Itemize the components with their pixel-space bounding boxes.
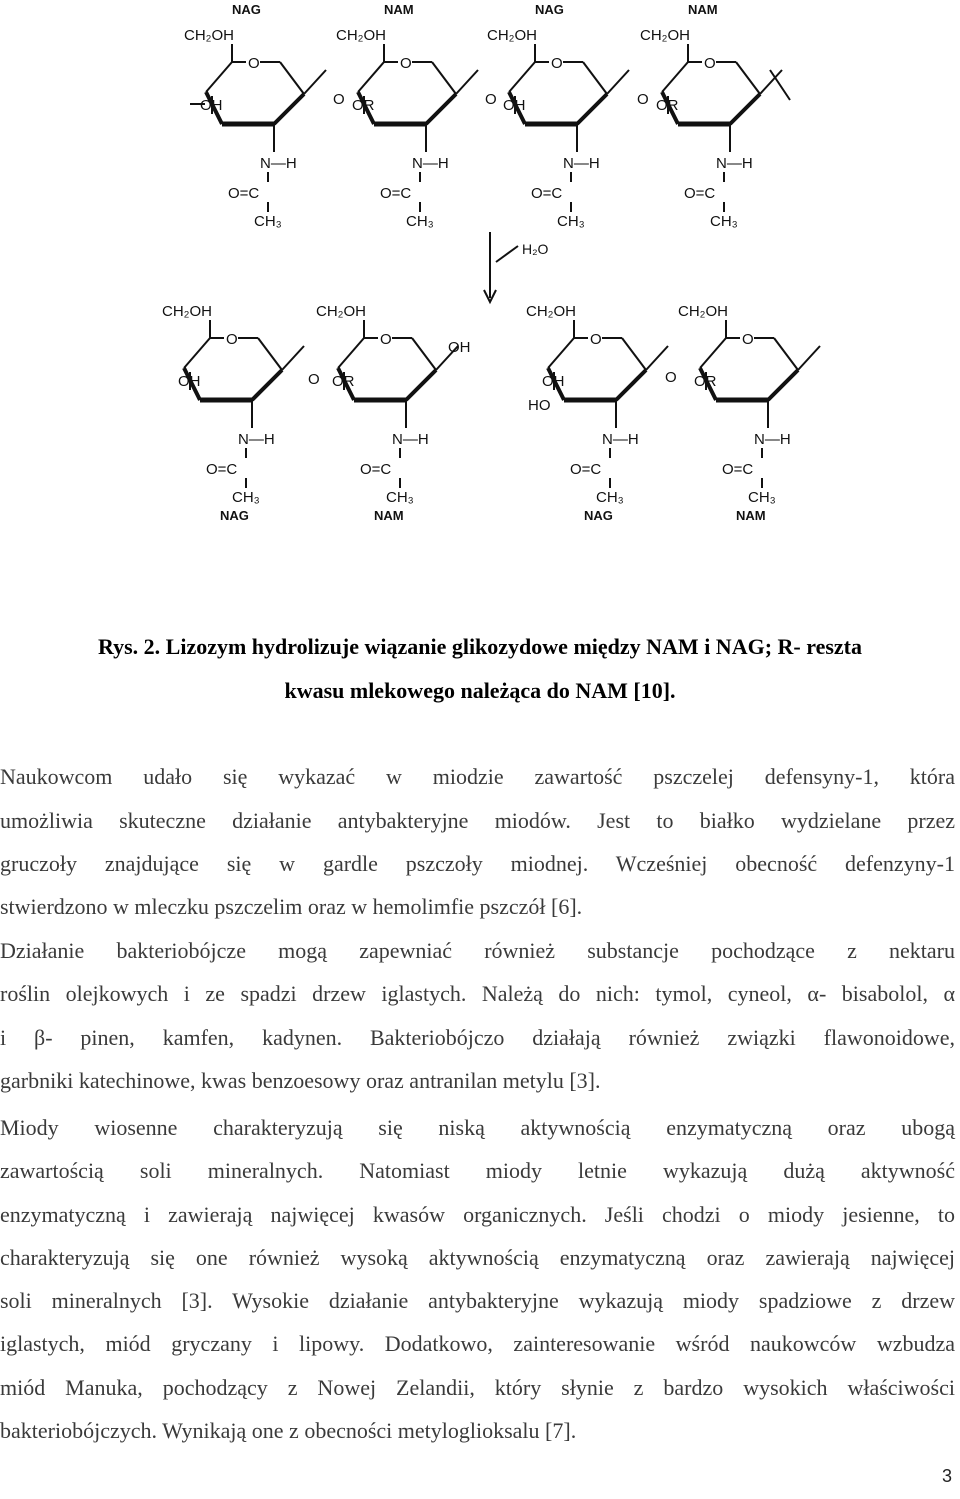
- glycosidic-oxygen-label: O: [637, 91, 649, 108]
- nh-label: N—H: [563, 155, 600, 172]
- ring-oxygen-label: O: [400, 55, 412, 72]
- bond-line: [358, 62, 384, 92]
- nh-label: N—H: [260, 155, 297, 172]
- bond-line: [798, 346, 820, 370]
- text-line: i β- pinen, kamfen, kadynen. Bakteriobójczo działają również związki flawonoidowe,: [0, 1025, 955, 1050]
- ch2oh-label: CH₂OH: [336, 27, 386, 44]
- text-line: miód Manuka, pochodzący z Nowej Zelandii, który słynie z bardzo wysokich właściwości: [0, 1375, 955, 1400]
- page-number: 3: [941, 1466, 952, 1486]
- bond-line: [583, 62, 607, 94]
- bond-line: [456, 70, 478, 94]
- nh-label: N—H: [392, 431, 429, 448]
- text-line: bakteriobójczych. Wynikają one z obecności metyloglioksalu [7].: [0, 1418, 577, 1443]
- bond-line: [252, 370, 282, 400]
- bond-line: [646, 346, 668, 370]
- bond-line: [768, 370, 798, 400]
- carbonyl-label: O=C: [531, 185, 563, 202]
- oh-label: OH: [542, 373, 565, 390]
- ring-oxygen-label: O: [248, 55, 260, 72]
- text-line: zawartością soli mineralnych. Natomiast miody letnie wykazują dużą aktywność: [0, 1158, 955, 1183]
- residue-label-top: NAG: [232, 2, 261, 17]
- text-line: Działanie bakteriobójcze mogą zapewniać również substancje pochodzące z nektaru: [0, 938, 955, 963]
- ch2oh-label: CH₂OH: [487, 27, 537, 44]
- nh-label: N—H: [716, 155, 753, 172]
- carbonyl-label: O=C: [722, 461, 754, 478]
- residue-label-bottom: NAG: [584, 508, 613, 523]
- oh-label: OH: [503, 97, 526, 114]
- bond-line: [616, 370, 646, 400]
- text-line: soli mineralnych [3]. Wysokie działanie antybakteryjne wykazują miody spadziowe z drzew: [0, 1288, 955, 1313]
- nh-label: N—H: [602, 431, 639, 448]
- bond-line: [282, 346, 304, 370]
- ch2oh-label: CH₂OH: [162, 303, 212, 320]
- text-line: Miody wiosenne charakteryzują się niską aktywnością enzymatyczną oraz ubogą: [0, 1115, 955, 1140]
- text-line: garbniki katechinowe, kwas benzoesowy oraz antranilan metylu [3].: [0, 1068, 601, 1093]
- bond-line: [426, 94, 456, 124]
- chemical-structure-diagram: [0, 0, 960, 530]
- methyl-label: CH₃: [557, 213, 585, 230]
- bond-line: [184, 338, 210, 368]
- bond-line: [548, 338, 574, 368]
- peptidoglycan-hydrolysis-figure: [0, 0, 960, 530]
- carbonyl-label: O=C: [206, 461, 238, 478]
- carbonyl-label: O=C: [684, 185, 716, 202]
- bond-line: [258, 338, 282, 370]
- methyl-label: CH₃: [254, 213, 282, 230]
- ch2oh-label: CH₂OH: [184, 27, 234, 44]
- glycosidic-oxygen-label: O: [333, 91, 345, 108]
- bond-line: [607, 70, 629, 94]
- residue-label-top: NAG: [535, 2, 564, 17]
- text-line: charakteryzują się one również wysoką aktywnością enzymatyczną oraz zawierają najwięcej: [0, 1245, 955, 1270]
- bond-line: [412, 338, 436, 370]
- nh-label: N—H: [412, 155, 449, 172]
- figure-caption-line-2: kwasu mlekowego należąca do NAM [10].: [284, 678, 676, 703]
- oh-label: OH: [178, 373, 201, 390]
- bond-line: [730, 94, 760, 124]
- bond-line: [774, 338, 798, 370]
- methyl-label: CH₃: [406, 213, 434, 230]
- methyl-label: CH₃: [232, 489, 260, 506]
- glycosidic-oxygen-label: O: [665, 369, 677, 386]
- bond-line: [577, 94, 607, 124]
- text-line: iglastych, miód gryczany i lipowy. Dodatkowo, zainteresowanie wśród naukowców wzbudza: [0, 1331, 955, 1356]
- bond-line: [406, 370, 436, 400]
- ch2oh-label: CH₂OH: [640, 27, 690, 44]
- bond-line: [274, 94, 304, 124]
- figure-caption-line-1: Rys. 2. Lizozym hydrolizuje wiązanie glikozydowe między NAM i NAG; R- reszta: [97, 634, 863, 659]
- bond-line: [496, 246, 518, 262]
- bond-line: [509, 62, 535, 92]
- bond-line: [338, 338, 364, 368]
- ch2oh-label: CH₂OH: [678, 303, 728, 320]
- text-line: Naukowcom udało się wykazać w miodzie zawartość pszczelej defensyny-1, która: [0, 764, 955, 789]
- ring-oxygen-label: O: [551, 55, 563, 72]
- oh-label: OH: [200, 97, 223, 114]
- text-line: umożliwia skuteczne działanie antybakteryjne miodów. Jest to białko wydzielane przez: [0, 808, 955, 833]
- bond-line: [622, 338, 646, 370]
- ring-oxygen-label: O: [226, 331, 238, 348]
- text-line: gruczoły znajdujące się w gardle pszczoły miodnej. Wcześniej obecność defenzyny-1: [0, 851, 955, 876]
- methyl-label: CH₃: [596, 489, 624, 506]
- glycosidic-oxygen-label: O: [308, 371, 320, 388]
- text-line: stwierdzono w mleczku pszczelim oraz w hemolimfie pszczół [6].: [0, 894, 583, 919]
- text-line: roślin olejkowych i ze spadzi drzew iglastych. Należą do nich: tymol, cyneol, α- bisabolol, α: [0, 981, 955, 1006]
- bond-line: [700, 338, 726, 368]
- bond-line: [662, 62, 688, 92]
- carbonyl-label: O=C: [360, 461, 392, 478]
- bond-line: [770, 70, 790, 100]
- ring-oxygen-label: O: [380, 331, 392, 348]
- ring-oxygen-label: O: [590, 331, 602, 348]
- carbonyl-label: O=C: [228, 185, 260, 202]
- residue-label-bottom: NAM: [736, 508, 766, 523]
- or-label: OR: [332, 373, 355, 390]
- nh-label: N—H: [754, 431, 791, 448]
- ch2oh-label: CH₂OH: [526, 303, 576, 320]
- carbonyl-label: O=C: [380, 185, 412, 202]
- methyl-label: CH₃: [386, 489, 414, 506]
- hydroxyl-label: HO: [528, 397, 551, 414]
- or-label: OR: [352, 97, 375, 114]
- glycosidic-oxygen-label: O: [485, 91, 497, 108]
- bond-line: [432, 62, 456, 94]
- residue-label-top: NAM: [688, 2, 718, 17]
- ch2oh-label: CH₂OH: [316, 303, 366, 320]
- ring-oxygen-label: O: [742, 331, 754, 348]
- bond-line: [736, 62, 760, 94]
- methyl-label: CH₃: [748, 489, 776, 506]
- carbonyl-label: O=C: [570, 461, 602, 478]
- residue-label-bottom: NAM: [374, 508, 404, 523]
- bond-line: [280, 62, 304, 94]
- ring-oxygen-label: O: [704, 55, 716, 72]
- text-line: enzymatyczną i zawierają najwięcej kwasów organicznych. Jeśli chodzi o miody jesienne, to: [0, 1202, 955, 1227]
- hydroxyl-label: OH: [448, 339, 471, 356]
- water-label: H₂O: [522, 241, 549, 257]
- or-label: OR: [694, 373, 717, 390]
- nh-label: N—H: [238, 431, 275, 448]
- or-label: OR: [656, 97, 679, 114]
- residue-label-top: NAM: [384, 2, 414, 17]
- residue-label-bottom: NAG: [220, 508, 249, 523]
- bond-line: [206, 62, 232, 92]
- methyl-label: CH₃: [710, 213, 738, 230]
- bond-line: [304, 70, 326, 94]
